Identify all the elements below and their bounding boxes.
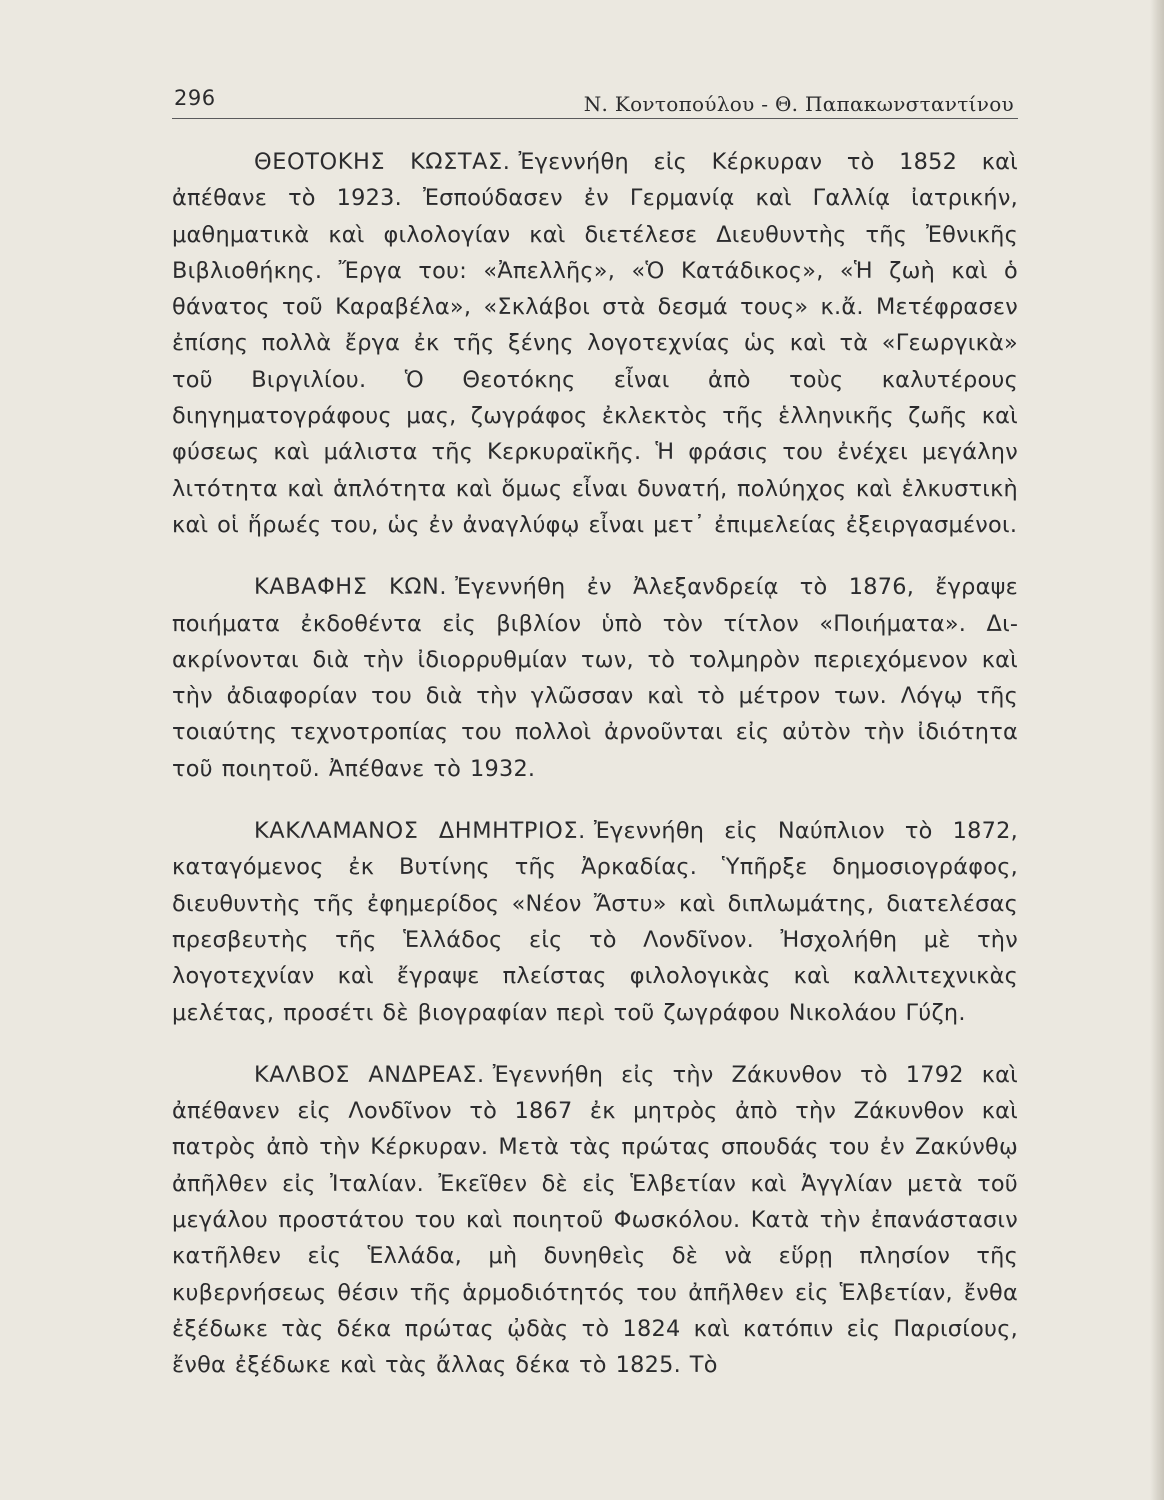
entry-name: ΚΑΒΑΦΗΣ ΚΩΝ. [254,574,448,601]
page-edge-shadow [1150,0,1164,1500]
entry-kalvos [172,1057,1018,1384]
running-head-authors: Ν. Κοντοπούλου - Θ. Παπακωνσταντίνου [583,92,1014,116]
entry-kavafis [172,569,1018,787]
entry-text: Ἐγεννήθη ἐν Ἀλεξανδρείᾳ τὸ 1876, ἔγραψε ποιήματα ἐκδοθέντα εἰς βιβλίον ὑπὸ τὸν τίτλον «Ποιήματα». Διακρίνονται διὰ τὴν ἰδιορρυθμίαν των, τὸ τολμηρὸν περιεχόμενον καὶ τὴν ἀδιαφορίαν του διὰ τὴν γλῶσσαν καὶ τὸ μέτρον των. Λόγῳ τῆς τοιαύτης τεχνοτροπίας του πολλοὶ ἀρνοῦνται εἰς αὐτὸν τὴν ἰδιότητα τοῦ ποιητοῦ. Ἀπέθανε τὸ 1932. [172,574,1018,782]
page-body [172,144,1018,1410]
entry-text: Ἐγεννήθη εἰς Ναύπλιον τὸ 1872, καταγόμενος ἐκ Βυτίνης τῆς Ἀρκαδίας. Ὑπῆρξε δημοσιογράφος, διευθυντὴς τῆς ἐφημερίδος «Νέον Ἄστυ» καὶ διπλωμάτης, διατελέσας πρεσβευτὴς τῆς Ἑλλάδος εἰς τὸ Λονδῖνον. Ἠσχολήθη μὲ τὴν λογοτεχνίαν καὶ ἔγραψε πλείστας φιλολογικὰς καὶ καλλιτεχνικὰς μελέτας, προσέτι δὲ βιογραφίαν περὶ τοῦ ζωγράφου Νικολάου Γύζη. [172,818,1018,1026]
page-number: 296 [174,86,216,110]
entry-text: Ἐγεννήθη εἰς τὴν Ζάκυνθον τὸ 1792 καὶ ἀπέθανεν εἰς Λονδῖνον τὸ 1867 ἐκ μητρὸς ἀπὸ τὴν Ζάκυνθον καὶ πατρὸς ἀπὸ τὴν Κέρκυραν. Μετὰ τὰς πρώτας σπουδάς του ἐν Ζακύνθῳ ἀπῆλθεν εἰς Ἰταλίαν. Ἐκεῖθεν δὲ εἰς Ἑλβετίαν καὶ Ἀγγλίαν μετὰ τοῦ μεγάλου προστάτου του καὶ ποιητοῦ Φωσκόλου. Κατὰ τὴν ἐπανάστασιν κατῆλθεν εἰς Ἑλλάδα, μὴ δυνηθεὶς δὲ νὰ εὕρῃ πλησίον τῆς κυβερνήσεως θέσιν τῆς ἁρμοδιότητός του ἀπῆλθεν εἰς Ἑλβετίαν, ἔνθα ἐξέδωκε τὰς δέκα πρώτας ᾠδὰς τὸ 1824 καὶ κατόπιν εἰς Παρισίους, ἔνθα ἐξέδωκε καὶ τὰς ἄλλας δέκα τὸ 1825. Τὸ [172,1061,1018,1379]
entry-name: ΘΕΟΤΟΚΗΣ ΚΩΣΤΑΣ. [254,149,511,175]
entry-name: ΚΑΚΛΑΜΑΝΟΣ ΔΗΜΗΤΡΙΟΣ. [254,818,586,845]
entry-text: Ἐγεννήθη εἰς Κέρκυραν τὸ 1852 καὶ ἀπέθανε τὸ 1923. Ἐσπούδασεν ἐν Γερμανίᾳ καὶ Γαλλίᾳ ἰατρικήν, μαθηματικὰ καὶ φιλολογίαν καὶ διετέλεσε Διευθυντὴς τῆς Ἐθνικῆς Βιβλιοθήκης. Ἔργα του: «Ἀπελλῆς», «Ὁ Κατάδικος», «Ἡ ζωὴ καὶ ὁ θάνατος τοῦ Καραβέλα», «Σκλάβοι στὰ δεσμά τους» κ.ἄ. Μετέφρασεν ἐπίσης πολλὰ ἔργα ἐκ τῆς ξένης λογοτεχνίας ὡς καὶ τὰ «Γεωργικὰ» τοῦ Βιργιλίου. Ὁ Θεοτόκης εἶναι ἀπὸ τοὺς καλυτέρους διηγηματογράφους μας, ζωγράφος ἐκλεκτὸς τῆς ἑλληνικῆς ζωῆς καὶ φύσεως καὶ μάλιστα τῆς Κερκυραϊκῆς. Ἡ φράσις του ἐνέχει μεγάλην λιτότητα καὶ ἁπλότητα καὶ ὅμως εἶναι δυνατή, πολύηχος καὶ ἑλκυστικὴ καὶ οἱ ἥρωές του, ὡς ἐν ἀναγλύφῳ εἶναι μετ᾽ ἐπιμελείας ἐξειργασμένοι. [172,149,1018,538]
entry-name: ΚΑΛΒΟΣ ΑΝΔΡΕΑΣ. [254,1061,485,1088]
page-header [172,84,1018,119]
entry-kaklamanos [172,813,1018,1031]
entry-theotokis [172,144,1018,543]
